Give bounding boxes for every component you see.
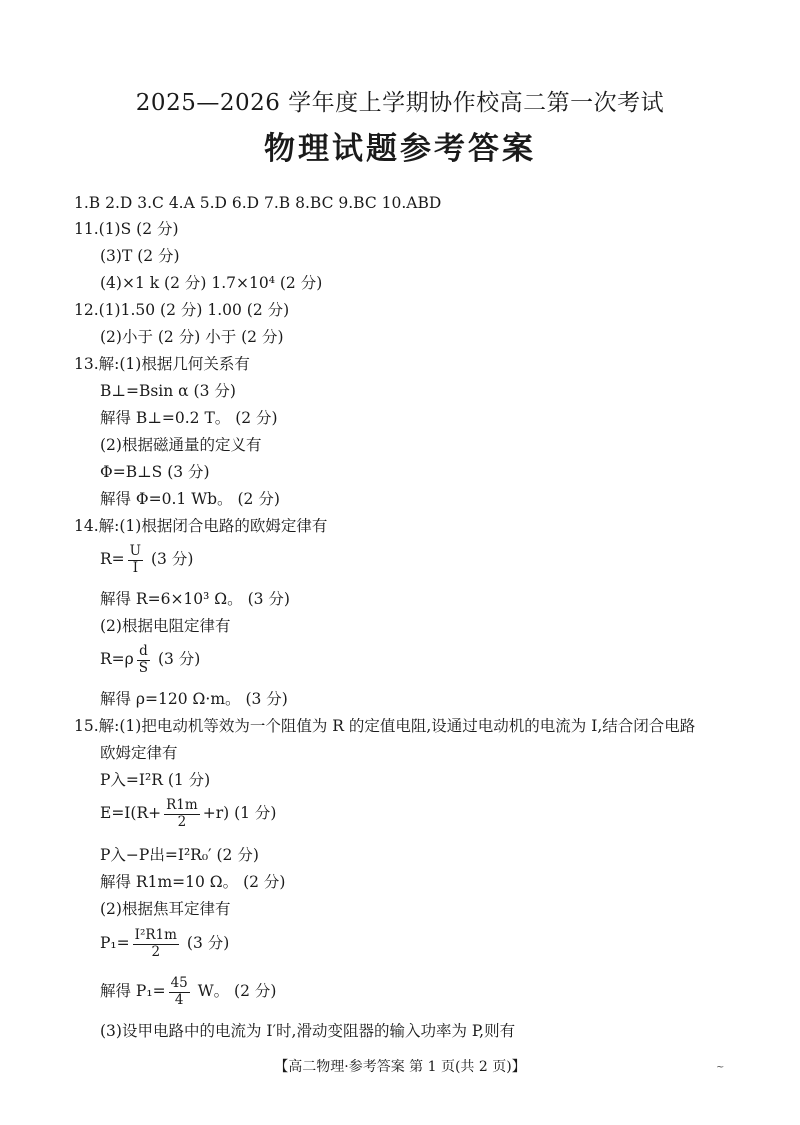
formula-lhs: R=	[100, 550, 125, 569]
q13-intro: 13.解:(1)根据几何关系有	[74, 355, 250, 373]
q14-ohm-formula	[100, 544, 193, 576]
q12-part1: 12.(1)1.50 (2 分) 1.00 (2 分)	[74, 301, 290, 319]
fraction-denominator: S	[138, 659, 149, 676]
choice-answers: 1.B 2.D 3.C 4.A 5.D 6.D 7.B 8.BC 9.BC 10.ABD	[74, 194, 442, 212]
q14-line2: 解得 R=6×10³ Ω。 (3 分)	[100, 590, 290, 608]
q14-intro: 14.解:(1)根据闭合电路的欧姆定律有	[74, 517, 328, 535]
fraction	[137, 644, 150, 676]
fraction	[164, 798, 200, 830]
exam-title: 2025—2026 学年度上学期协作校高二第一次考试	[135, 90, 665, 116]
formula-lhs: R=ρ	[100, 650, 134, 669]
formula-rhs: +r) (1 分)	[202, 804, 277, 823]
fraction	[128, 544, 143, 576]
formula-lhs: 解得 P₁=	[100, 982, 166, 1001]
q14-resistivity-formula	[100, 644, 200, 676]
fraction	[133, 928, 179, 960]
q11-part3: (3)T (2 分)	[100, 247, 180, 265]
fraction-numerator: U	[129, 543, 142, 559]
score: (3 分)	[157, 650, 201, 669]
q15-line8: (3)设甲电路中的电流为 I′时,滑动变阻器的输入功率为 P,则有	[100, 1022, 516, 1040]
fraction	[169, 976, 190, 1008]
q15-power-result	[100, 976, 276, 1008]
q11-part4: (4)×1 k (2 分) 1.7×10⁴ (2 分)	[100, 274, 323, 292]
answer-key-title: 物理试题参考答案	[264, 131, 536, 167]
fraction-numerator: d	[139, 643, 148, 659]
fraction-numerator: R1m	[166, 797, 198, 813]
fraction-denominator: I	[132, 559, 139, 576]
q15-line5: (2)根据焦耳定律有	[100, 900, 231, 918]
q14-line5: 解得 ρ=120 Ω·m。 (3 分)	[100, 690, 288, 708]
q15-line4: 解得 R1m=10 Ω。 (2 分)	[100, 873, 286, 891]
q13-line2: 解得 B⊥=0.2 T。 (2 分)	[100, 409, 278, 427]
fraction-denominator: 4	[174, 991, 184, 1008]
q11-part1: 11.(1)S (2 分)	[74, 220, 179, 238]
fraction-numerator: 45	[170, 975, 188, 991]
q15-intro-cont: 欧姆定律有	[100, 744, 178, 762]
fraction-denominator: 2	[177, 813, 187, 830]
q15-line1: P入=I²R (1 分)	[100, 771, 211, 789]
q14-line3: (2)根据电阻定律有	[100, 617, 231, 635]
q15-line3: P入−P出=I²R₀′ (2 分)	[100, 846, 259, 864]
q13-line5: 解得 Φ=0.1 Wb。 (2 分)	[100, 490, 280, 508]
q13-line1: B⊥=Bsin α (3 分)	[100, 382, 236, 400]
q15-emf-formula	[100, 798, 276, 830]
q15-intro: 15.解:(1)把电动机等效为一个阻值为 R 的定值电阻,设通过电动机的电流为 I,结合闭合电路	[74, 717, 696, 735]
q13-line3: (2)根据磁通量的定义有	[100, 436, 262, 454]
fraction-numerator: I²R1m	[134, 927, 177, 943]
formula-rhs: W。 (2 分)	[197, 982, 277, 1001]
q12-part2: (2)小于 (2 分) 小于 (2 分)	[100, 328, 284, 346]
score: (3 分)	[186, 934, 230, 953]
fraction-denominator: 2	[151, 943, 161, 960]
page-footer: 【高二物理·参考答案 第 1 页(共 2 页)】	[274, 1059, 526, 1075]
q15-joule-formula	[100, 928, 229, 960]
corner-mark: ~	[716, 1062, 725, 1073]
score: (3 分)	[151, 550, 194, 569]
q13-line4: Φ=B⊥S (3 分)	[100, 463, 210, 481]
formula-lhs: E=I(R+	[100, 804, 162, 823]
formula-lhs: P₁=	[100, 934, 130, 953]
